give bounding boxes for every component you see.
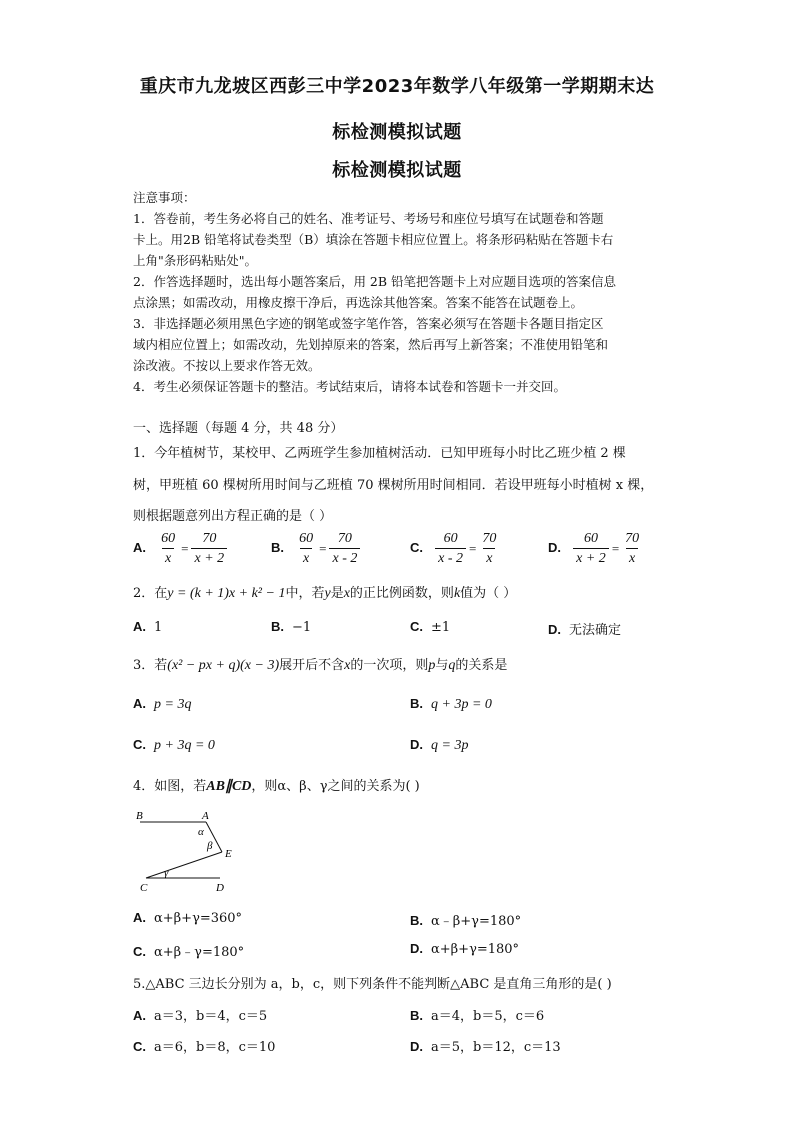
q3-option-d: D. q = 3p — [410, 737, 469, 753]
q4-option-b: B. α﹣β+γ=180° — [410, 913, 522, 929]
notice-line: 3．非选择题必须用黑色字迹的钢笔或签字笔作答，答案必须写在答题卡各题目指定区 — [133, 316, 604, 331]
label-e: E — [225, 848, 232, 860]
label-alpha: α — [198, 826, 204, 838]
q2-option-b: B. −1 — [271, 619, 312, 635]
q1-option-d: D. $\frac{60}{x + 2}$ = $\frac{70}{x}$ — [548, 531, 640, 566]
q3-option-a: A. p = 3q — [133, 696, 192, 712]
notice-line: 卡上。用2B 铅笔将试卷类型（B）填涂在答题卡相应位置上。将条形码粘贴在答题卡右 — [133, 232, 614, 247]
label-a: A — [202, 810, 209, 822]
label-beta: β — [207, 840, 213, 852]
q1-option-b: B. $\frac{60}{x}$ = $\frac{70}{x - 2}$ — [271, 530, 360, 567]
q5-option-b: B. a＝4，b＝5，c＝6 — [410, 1008, 545, 1024]
question-1-line3: 则根据题意列出方程正确的是（ ） — [133, 509, 333, 524]
q4-option-d: D. α+β+γ=180° — [410, 941, 520, 957]
notice-line: 域内相应位置上；如需改动，先划掉原来的答案，然后再写上新答案；不准使用铅笔和 — [133, 337, 609, 352]
q3-option-c: C. p + 3q = 0 — [133, 737, 215, 753]
notice-line: 点涂黑；如需改动，用橡皮擦干净后，再选涂其他答案。答案不能答在试题卷上。 — [133, 295, 584, 310]
q2-option-a: A. 1 — [133, 619, 163, 635]
notice-line: 涂改液。不按以上要求作答无效。 — [133, 358, 321, 373]
question-3-stem: 3．若(x² − px + q)(x − 3)展开后不含x的一次项，则p与q的关系是 — [133, 658, 508, 673]
q1-option-c: C. $\frac{60}{x - 2}$ = $\frac{70}{x}$ — [410, 531, 497, 566]
exam-title-line3: 标检测模拟试题 — [332, 160, 462, 181]
q3-option-b: B. q + 3p = 0 — [410, 696, 492, 712]
label-gamma: γ — [164, 867, 169, 879]
question-1-line1: 1．今年植树节，某校甲、乙两班学生参加植树活动．已知甲班每小时比乙班少植 2 棵 — [133, 446, 626, 461]
q5-option-a: A. a＝3，b＝4，c＝5 — [133, 1008, 268, 1024]
q4-option-c: C. α+β﹣γ=180° — [133, 944, 245, 960]
section-heading: 一、选择题（每题 4 分，共 48 分） — [133, 421, 344, 436]
q2-option-c: C. ±1 — [410, 619, 451, 635]
exam-title-line1: 重庆市九龙坡区西彭三中学2023年数学八年级第一学期期末达 — [139, 76, 655, 97]
q1-option-a: A. $\frac{60}{x}$ = $\frac{70}{x + 2}$ — [133, 530, 227, 567]
line-ec — [146, 852, 222, 878]
q5-option-c: C. a＝6，b＝8，c＝10 — [133, 1039, 276, 1055]
notice-line: 1．答卷前，考生务必将自己的姓名、准考证号、考场号和座位号填写在试题卷和答题 — [133, 211, 604, 226]
question-5-stem: 5.△ABC 三边长分别为 a，b，c，则下列条件不能判断△ABC 是直角三角形的是( ) — [133, 977, 612, 992]
q2-option-d: D. 无法确定 — [548, 622, 622, 638]
exam-title-line2: 标检测模拟试题 — [332, 122, 462, 143]
q4-option-a: A. α+β+γ=360° — [133, 910, 243, 926]
parallel-lines-figure — [132, 807, 242, 897]
question-4-stem: 4．如图，若AB∥CD，则α、β、γ之间的关系为( ) — [133, 779, 420, 794]
notice-line: 4．考生必须保证答题卡的整洁。考试结束后，请将本试卷和答题卡一并交回。 — [133, 379, 566, 394]
notice-line: 2．作答选择题时，选出每小题答案后，用 2B 铅笔把答题卡上对应题目选项的答案信息 — [133, 274, 617, 289]
notice-line: 上角"条形码粘贴处"。 — [133, 253, 257, 268]
label-c: C — [140, 882, 148, 894]
question-1-line2: 树，甲班植 60 棵树所用时间与乙班植 70 棵树所用时间相同．若设甲班每小时植树 x 棵， — [133, 478, 654, 493]
notice-heading: 注意事项： — [133, 190, 196, 205]
question-2-stem: 2．在y = (k + 1)x + k² − 1中，若y是x的正比例函数，则k值为（ ） — [133, 586, 517, 601]
label-d: D — [216, 882, 224, 894]
label-b: B — [136, 810, 143, 822]
q5-option-d: D. a＝5，b＝12，c＝13 — [410, 1039, 561, 1055]
